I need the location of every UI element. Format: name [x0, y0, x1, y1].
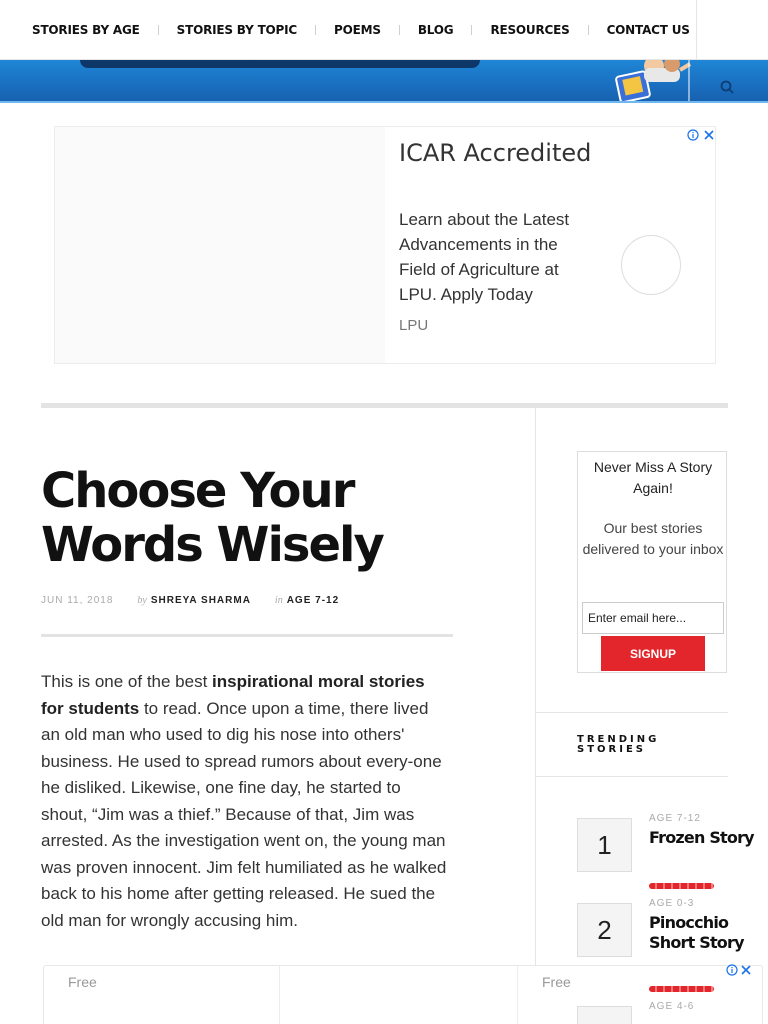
- meta-divider: [41, 634, 453, 637]
- article-body: [41, 669, 451, 934]
- author-link[interactable]: SHREYA SHARMA: [150, 595, 251, 606]
- site-header-banner: [0, 60, 768, 103]
- post-meta: [41, 595, 339, 606]
- search-icon[interactable]: [720, 80, 734, 97]
- ad-free-label: Free: [542, 974, 571, 990]
- trending-item[interactable]: [577, 813, 767, 898]
- nav-stories-by-age[interactable]: STORIES BY AGE: [32, 22, 140, 37]
- by-label: by: [137, 595, 147, 606]
- nav-separator: [158, 25, 159, 35]
- trending-rank: 1: [577, 818, 632, 872]
- trending-category[interactable]: AGE 4-6: [649, 1001, 695, 1012]
- nav-separator: [588, 25, 589, 35]
- ad-cell[interactable]: [280, 966, 518, 1024]
- nav-resources[interactable]: RESOURCES: [490, 22, 570, 37]
- body-keyword-link[interactable]: inspirational moral stories for students: [41, 672, 425, 718]
- body-text: to read. Once upon a time, there lived an old man who used to dig his nose into others' business. He used to spread rumors about every-one he disliked. Likewise, one fine day, he started to shout, “Jim was a thief.” Because of that, Jim was arrested. As the investigation went on, the young man was proven innocent. Jim felt humiliated as he walked back to his home after getting released. He sued the old man for wrongly accusing him.: [41, 698, 447, 930]
- trending-title-link[interactable]: Frozen Story: [649, 828, 754, 847]
- post-date: JUN 11, 2018: [41, 595, 114, 606]
- nav-separator: [315, 25, 316, 35]
- close-icon[interactable]: [703, 129, 715, 141]
- ad-image: [55, 127, 385, 363]
- section-divider: [41, 403, 728, 408]
- ad-arrow-button[interactable]: [621, 235, 681, 295]
- site-logo[interactable]: [80, 60, 480, 68]
- trending-category[interactable]: AGE 0-3: [649, 898, 695, 909]
- kids-reading-illustration: [612, 60, 692, 103]
- ad-body: Learn about the Latest Advancements in the Field of Agriculture at LPU. Apply Today: [399, 210, 570, 304]
- ad-title[interactable]: ICAR Accredited: [399, 139, 592, 167]
- nav-separator: [471, 25, 472, 35]
- body-intro: This is one of the best: [41, 672, 213, 691]
- display-ad[interactable]: [54, 126, 716, 364]
- in-label: in: [274, 595, 283, 606]
- nav-stories-by-topic[interactable]: STORIES BY TOPIC: [176, 22, 298, 37]
- newsletter-title: Never Miss A Story Again!: [593, 459, 713, 496]
- trending-rank: 2: [577, 903, 632, 957]
- trending-header: [536, 712, 728, 777]
- trending-rank: [577, 1006, 632, 1024]
- nav-divider: [696, 0, 697, 60]
- popularity-bar: [649, 883, 714, 889]
- ad-cell[interactable]: [44, 966, 280, 1024]
- nav-blog[interactable]: BLOG: [417, 22, 454, 37]
- trending-title-link[interactable]: Pinocchio Short Story: [649, 913, 744, 952]
- category-link[interactable]: AGE 7-12: [286, 595, 340, 606]
- newsletter-widget: [577, 451, 727, 673]
- main-nav: [0, 0, 768, 60]
- banner-divider: [688, 60, 690, 103]
- nav-separator: [399, 25, 400, 35]
- signup-button[interactable]: SIGNUP: [601, 636, 705, 671]
- trending-category[interactable]: AGE 7-12: [649, 813, 701, 824]
- nav-poems[interactable]: POEMS: [334, 22, 381, 37]
- ad-free-label: Free: [68, 974, 97, 990]
- info-icon[interactable]: [687, 129, 699, 141]
- newsletter-description: Our best stories delivered to your inbox: [582, 520, 724, 557]
- ad-info-icon[interactable]: [726, 964, 752, 979]
- ad-brand: LPU: [399, 317, 429, 334]
- page-title: Choose Your Words Wisely: [41, 463, 383, 573]
- email-field[interactable]: [582, 602, 724, 634]
- nav-contact-us[interactable]: CONTACT US: [606, 22, 690, 37]
- trending-title: TRENDING STORIES: [577, 734, 660, 755]
- popularity-bar: [649, 986, 714, 992]
- trending-item[interactable]: [577, 1001, 767, 1024]
- trending-item[interactable]: [577, 898, 767, 1003]
